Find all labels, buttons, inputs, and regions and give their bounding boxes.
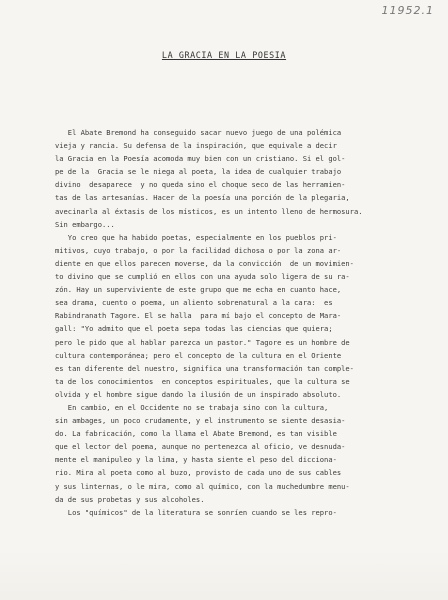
paper-edge-shading — [0, 550, 448, 600]
text-line: avecinarla al éxtasis de los místicos, es un intento lleno de hermosura. — [55, 206, 363, 216]
text-line: es tan diferente del nuestro, significa una transformación tan comple- — [55, 363, 354, 373]
text-line: Rabindranath Tagore. El se halla para mí bajo el concepto de Mara- — [55, 311, 342, 321]
text-line: El Abate Bremond ha conseguido sacar nuevo juego de una polémica — [55, 128, 342, 137]
text-line: rio. Mira al poeta como al buzo, provisto de cada uno de sus cables — [55, 468, 342, 478]
text-line: zón. Hay un superviviente de este grupo que me echa en cuanto hace, — [55, 285, 342, 295]
text-line: Yo creo que ha habido poetas, especialmente en los pueblos pri- — [55, 232, 337, 242]
text-line: diente en que ellos parecen moverse, da la convicción de un movimien- — [55, 258, 354, 268]
text-line: que el lector del poema, aunque no pertenezca al oficio, ve desnuda- — [55, 442, 346, 452]
text-line: cultura contemporánea; pero el concepto de la cultura en el Oriente — [55, 350, 342, 360]
text-line: da de sus probetas y sus alcoholes. — [55, 494, 205, 504]
text-line: do. La fabricación, como la llama el Abate Bremond, es tan visible — [55, 429, 337, 439]
text-line: tas de las artesanías. Hacer de la poesía una porción de la plegaria, — [55, 193, 350, 203]
body-text — [55, 126, 425, 519]
text-line: pe de la Gracia se le niega al poeta, la idea de cualquier trabajo — [55, 167, 342, 177]
text-line: pero le pido que al hablar parezca un pastor." Tagore es un hombre de — [55, 337, 350, 347]
text-line: Sin embargo... — [55, 219, 115, 229]
text-line: mente el manipuleo y la lima, y hasta siente el peso del dicciona- — [55, 455, 337, 465]
text-line: sin ambages, un poco crudamente, y el instrumento se siente desasia- — [55, 416, 346, 426]
text-line: ta de los conocimientos en conceptos espirituales, que la cultura se — [55, 376, 350, 386]
text-line: divino desaparece y no queda sino el choque seco de las herramien- — [55, 180, 346, 190]
text-line: la Gracia en la Poesía acomoda muy bien con un cristiano. Si el gol- — [55, 154, 346, 164]
document-title: LA GRACIA EN LA POESIA — [161, 50, 287, 60]
text-line: En cambio, en el Occidente no se trabaja sino con la cultura, — [55, 402, 329, 412]
archive-number: 11952.1 — [381, 4, 434, 17]
text-line: y sus linternas, o le mira, como al químico, con la muchedumbre menu- — [55, 481, 350, 491]
text-line: to divino que se cumplió en ellos con una ayuda solo ligera de su ra- — [55, 272, 350, 282]
text-line: gall: "Yo admito que el poeta sepa todas las ciencias que quiera; — [55, 324, 333, 334]
text-line: mitivos, cuyo trabajo, o por la facilidad dichosa o por la zona ar- — [55, 245, 342, 255]
text-line: sea drama, cuento o poema, un aliento sobrenatural a la cara: es — [55, 298, 333, 308]
text-line: vieja y rancia. Su defensa de la inspiración, que equivale a decir — [55, 141, 337, 151]
text-line: Los "químicos" de la literatura se sonríen cuando se les repro- — [55, 507, 337, 517]
text-line: olvida y el hombre sigue dando la ilusión de un inspirado absoluto. — [55, 389, 342, 399]
